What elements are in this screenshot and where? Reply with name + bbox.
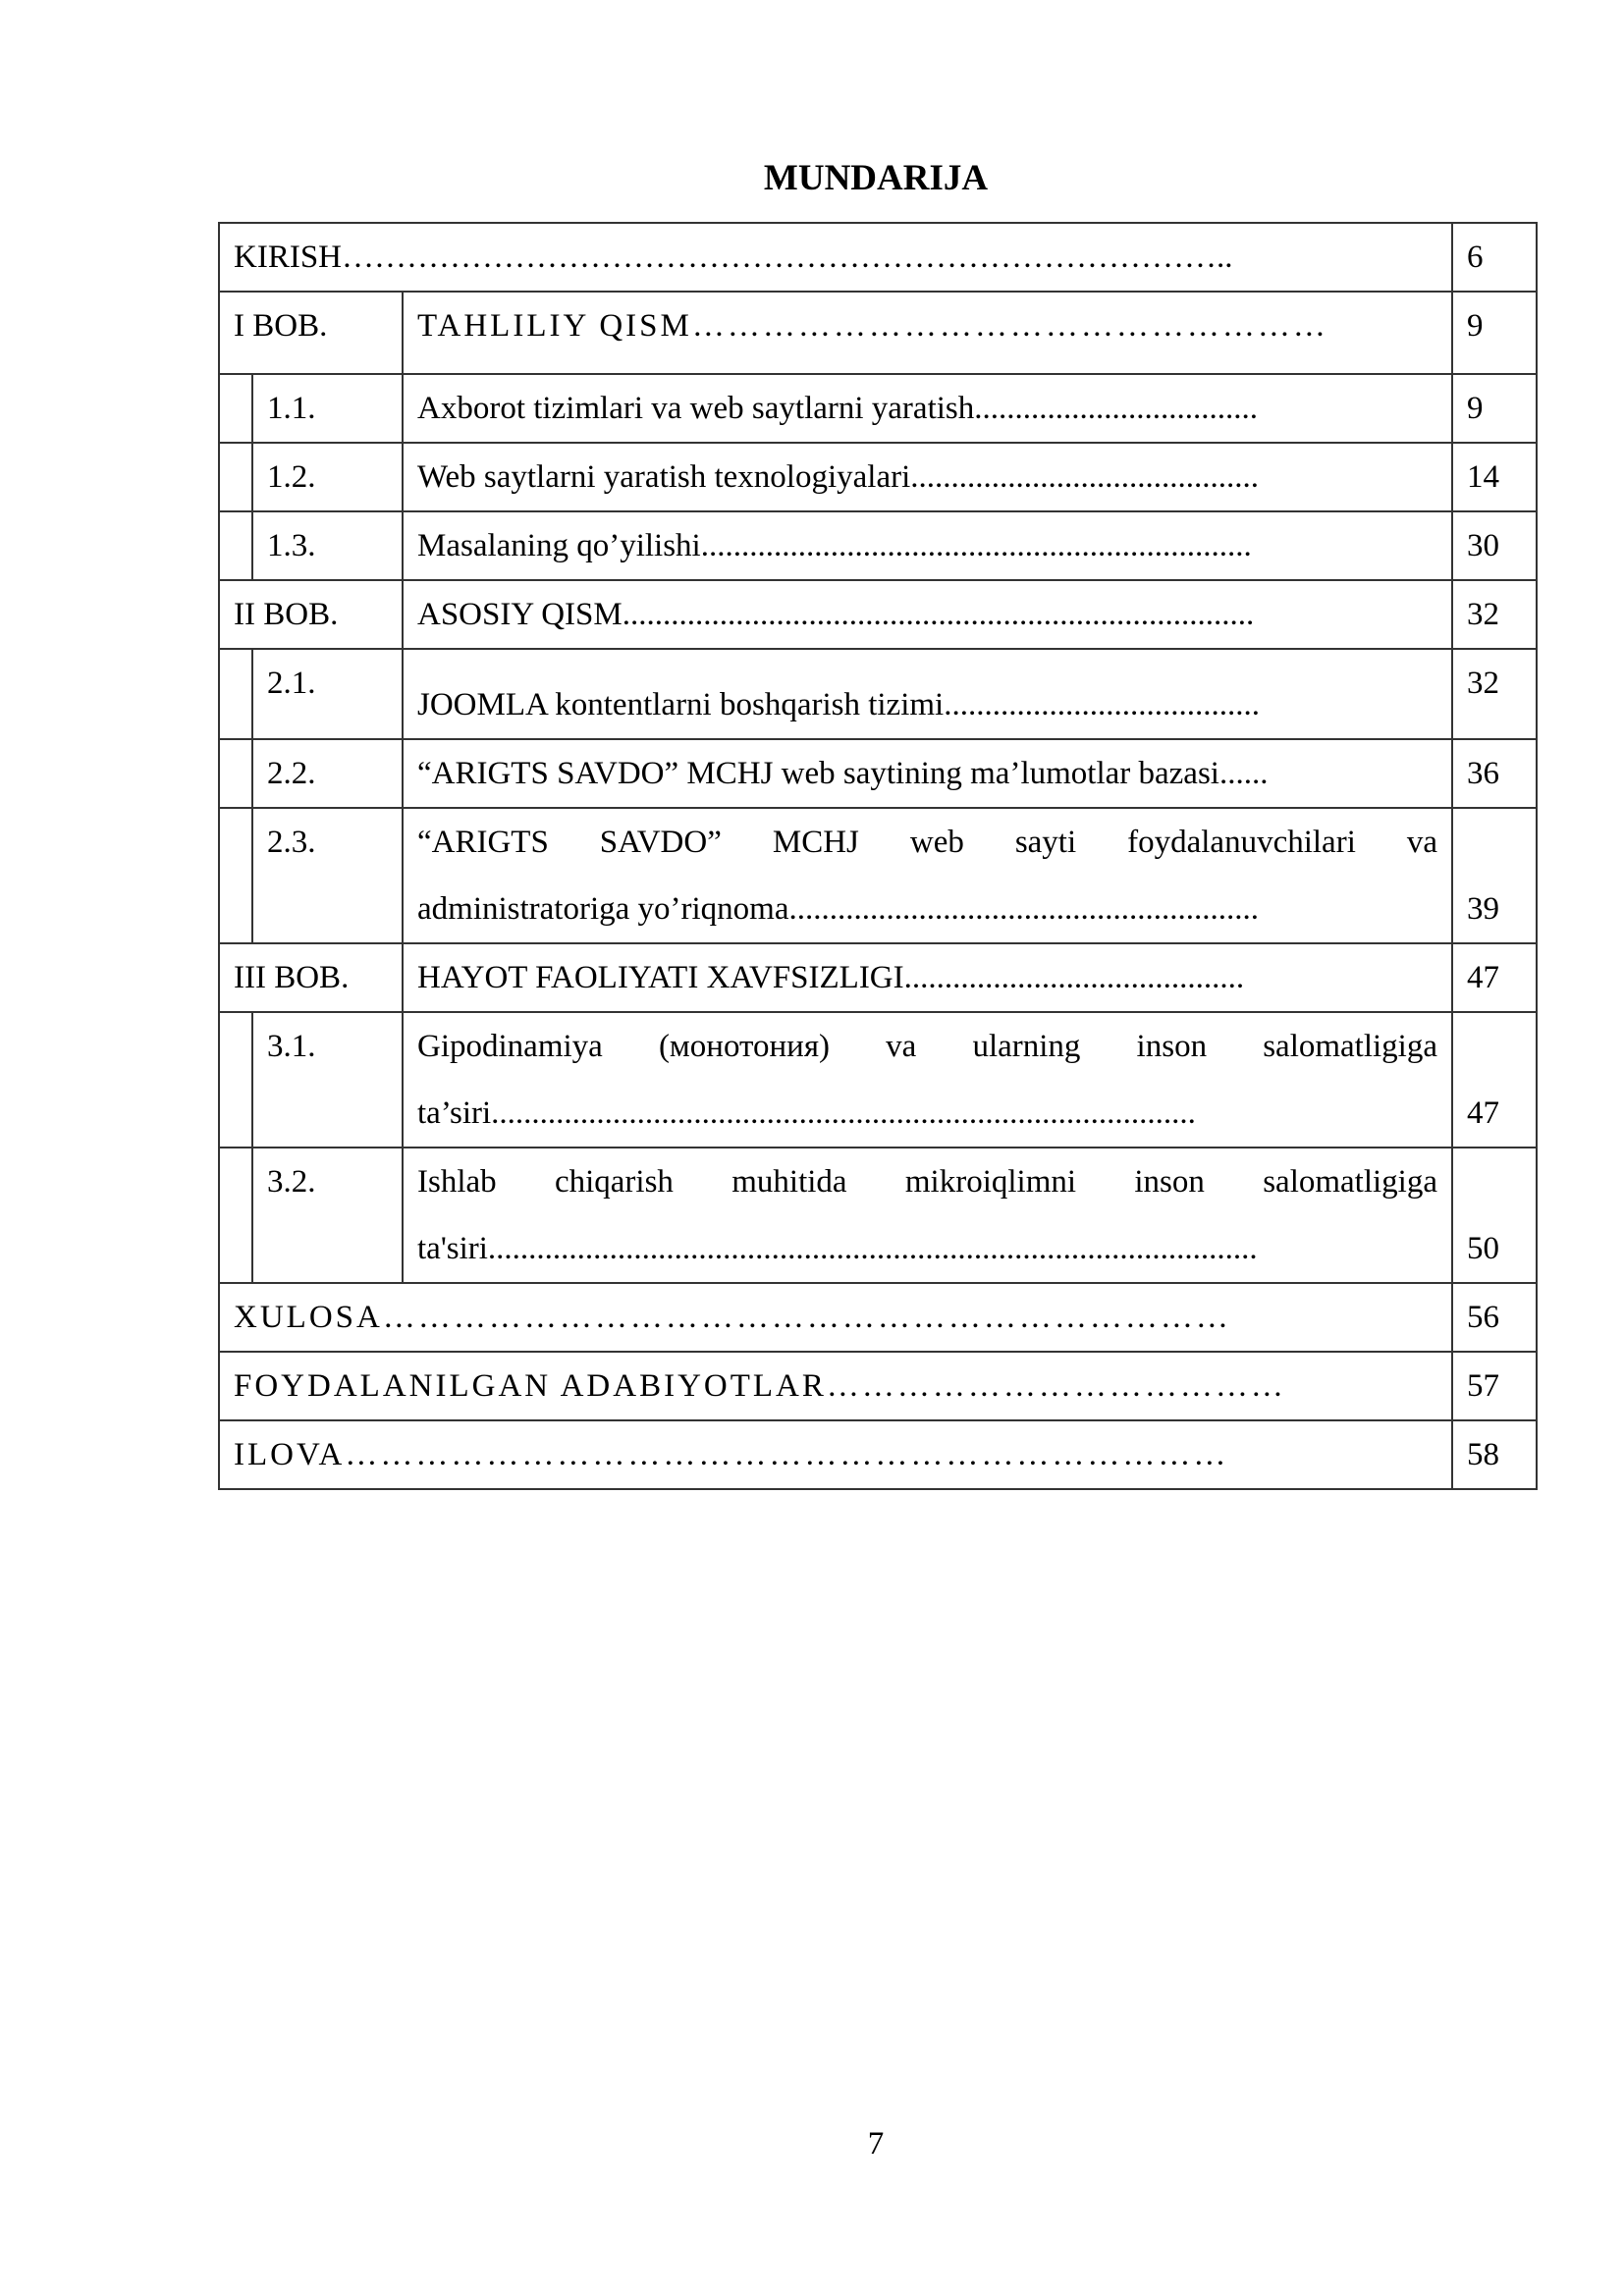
toc-indent	[219, 649, 252, 739]
toc-row-bob1	[219, 292, 1537, 374]
page-number: 7	[867, 2126, 885, 2162]
toc-title-line: “ARIGTS SAVDO” MCHJ web sayti foydalanuvchilari va	[417, 825, 1437, 860]
toc-page: 47	[1452, 1012, 1537, 1148]
toc-title: Axborot tizimlari va web saytlarni yaratish...................................	[403, 374, 1452, 443]
toc-title: JOOMLA kontentlarni boshqarish tizimi.......................................	[403, 649, 1452, 739]
toc-title: Masalaning qo’yilishi....................................................................	[403, 511, 1452, 580]
toc-title: KIRISH………………………………………………………………………..	[219, 223, 1452, 292]
toc-title	[403, 1012, 1452, 1148]
toc-title-line: administratoriga yo’riqnoma..........................................................	[417, 891, 1259, 927]
toc-row-3-2	[219, 1148, 1537, 1283]
toc-title-line: ta’siri.......................................................................................	[417, 1095, 1196, 1131]
toc-heading: MUNDARIJA	[763, 158, 989, 198]
toc-indent	[219, 808, 252, 943]
toc-row-xulosa	[219, 1283, 1537, 1352]
toc-title	[403, 808, 1452, 943]
toc-indent	[219, 1148, 252, 1283]
toc-row-bob3	[219, 943, 1537, 1012]
toc-title: FOYDALANILGAN ADABIYOTLAR…………………………………	[219, 1352, 1452, 1420]
toc-indent	[219, 443, 252, 511]
toc-row-ilova	[219, 1420, 1537, 1489]
toc-indent	[219, 739, 252, 808]
toc-page: 30	[1452, 511, 1537, 580]
toc-row-1-2	[219, 443, 1537, 511]
toc-page: 47	[1452, 943, 1537, 1012]
toc-page: 14	[1452, 443, 1537, 511]
toc-title: TAHLILIY QISM………………………………………………	[403, 292, 1452, 374]
toc-title-line: Ishlab chiqarish muhitida mikroiqlimni inson salomatligiga	[417, 1164, 1437, 1200]
toc-page: 32	[1452, 580, 1537, 649]
toc-section-number: 1.1.	[252, 374, 403, 443]
toc-page: 39	[1452, 808, 1537, 943]
toc-indent	[219, 1012, 252, 1148]
toc-section-number: 3.2.	[252, 1148, 403, 1283]
toc-title: ASOSIY QISM..............................................................................	[403, 580, 1452, 649]
toc-section-number: 2.1.	[252, 649, 403, 739]
toc-indent	[219, 374, 252, 443]
toc-title: XULOSA………………………………………………………………	[219, 1283, 1452, 1352]
toc-section-number: 2.2.	[252, 739, 403, 808]
toc-page: 32	[1452, 649, 1537, 739]
toc-page: 50	[1452, 1148, 1537, 1283]
toc-row-1-1	[219, 374, 1537, 443]
toc-section-number: 1.2.	[252, 443, 403, 511]
toc-row-2-2	[219, 739, 1537, 808]
toc-row-2-1	[219, 649, 1537, 739]
toc-row-3-1	[219, 1012, 1537, 1148]
toc-page: 9	[1452, 292, 1537, 374]
toc-page: 57	[1452, 1352, 1537, 1420]
toc-row-adabiyotlar	[219, 1352, 1537, 1420]
toc-page: 58	[1452, 1420, 1537, 1489]
toc-title: “ARIGTS SAVDO” MCHJ web saytining ma’lumotlar bazasi......	[403, 739, 1452, 808]
toc-chapter-label: I BOB.	[219, 292, 403, 374]
toc-row-2-3	[219, 808, 1537, 943]
toc-title: HAYOT FAOLIYATI XAVFSIZLIGI..........................................	[403, 943, 1452, 1012]
toc-title-line: Gipodinamiya (монотония) va ularning inson salomatligiga	[417, 1029, 1437, 1064]
toc-row-bob2	[219, 580, 1537, 649]
toc-title	[403, 1148, 1452, 1283]
toc-title: Web saytlarni yaratish texnologiyalari...........................................	[403, 443, 1452, 511]
toc-row-1-3	[219, 511, 1537, 580]
toc-section-number: 3.1.	[252, 1012, 403, 1148]
toc-page: 9	[1452, 374, 1537, 443]
toc-section-number: 2.3.	[252, 808, 403, 943]
toc-title: ILOVA…………………………………………………………………	[219, 1420, 1452, 1489]
toc-title-line: ta'siri...............................................................................................	[417, 1231, 1258, 1266]
toc-indent	[219, 511, 252, 580]
toc-section-number: 1.3.	[252, 511, 403, 580]
toc-row-kirish	[219, 223, 1537, 292]
toc-chapter-label: II BOB.	[219, 580, 403, 649]
toc-page: 56	[1452, 1283, 1537, 1352]
toc-page: 6	[1452, 223, 1537, 292]
toc-page: 36	[1452, 739, 1537, 808]
toc-chapter-label: III BOB.	[219, 943, 403, 1012]
toc-table	[218, 222, 1538, 1490]
